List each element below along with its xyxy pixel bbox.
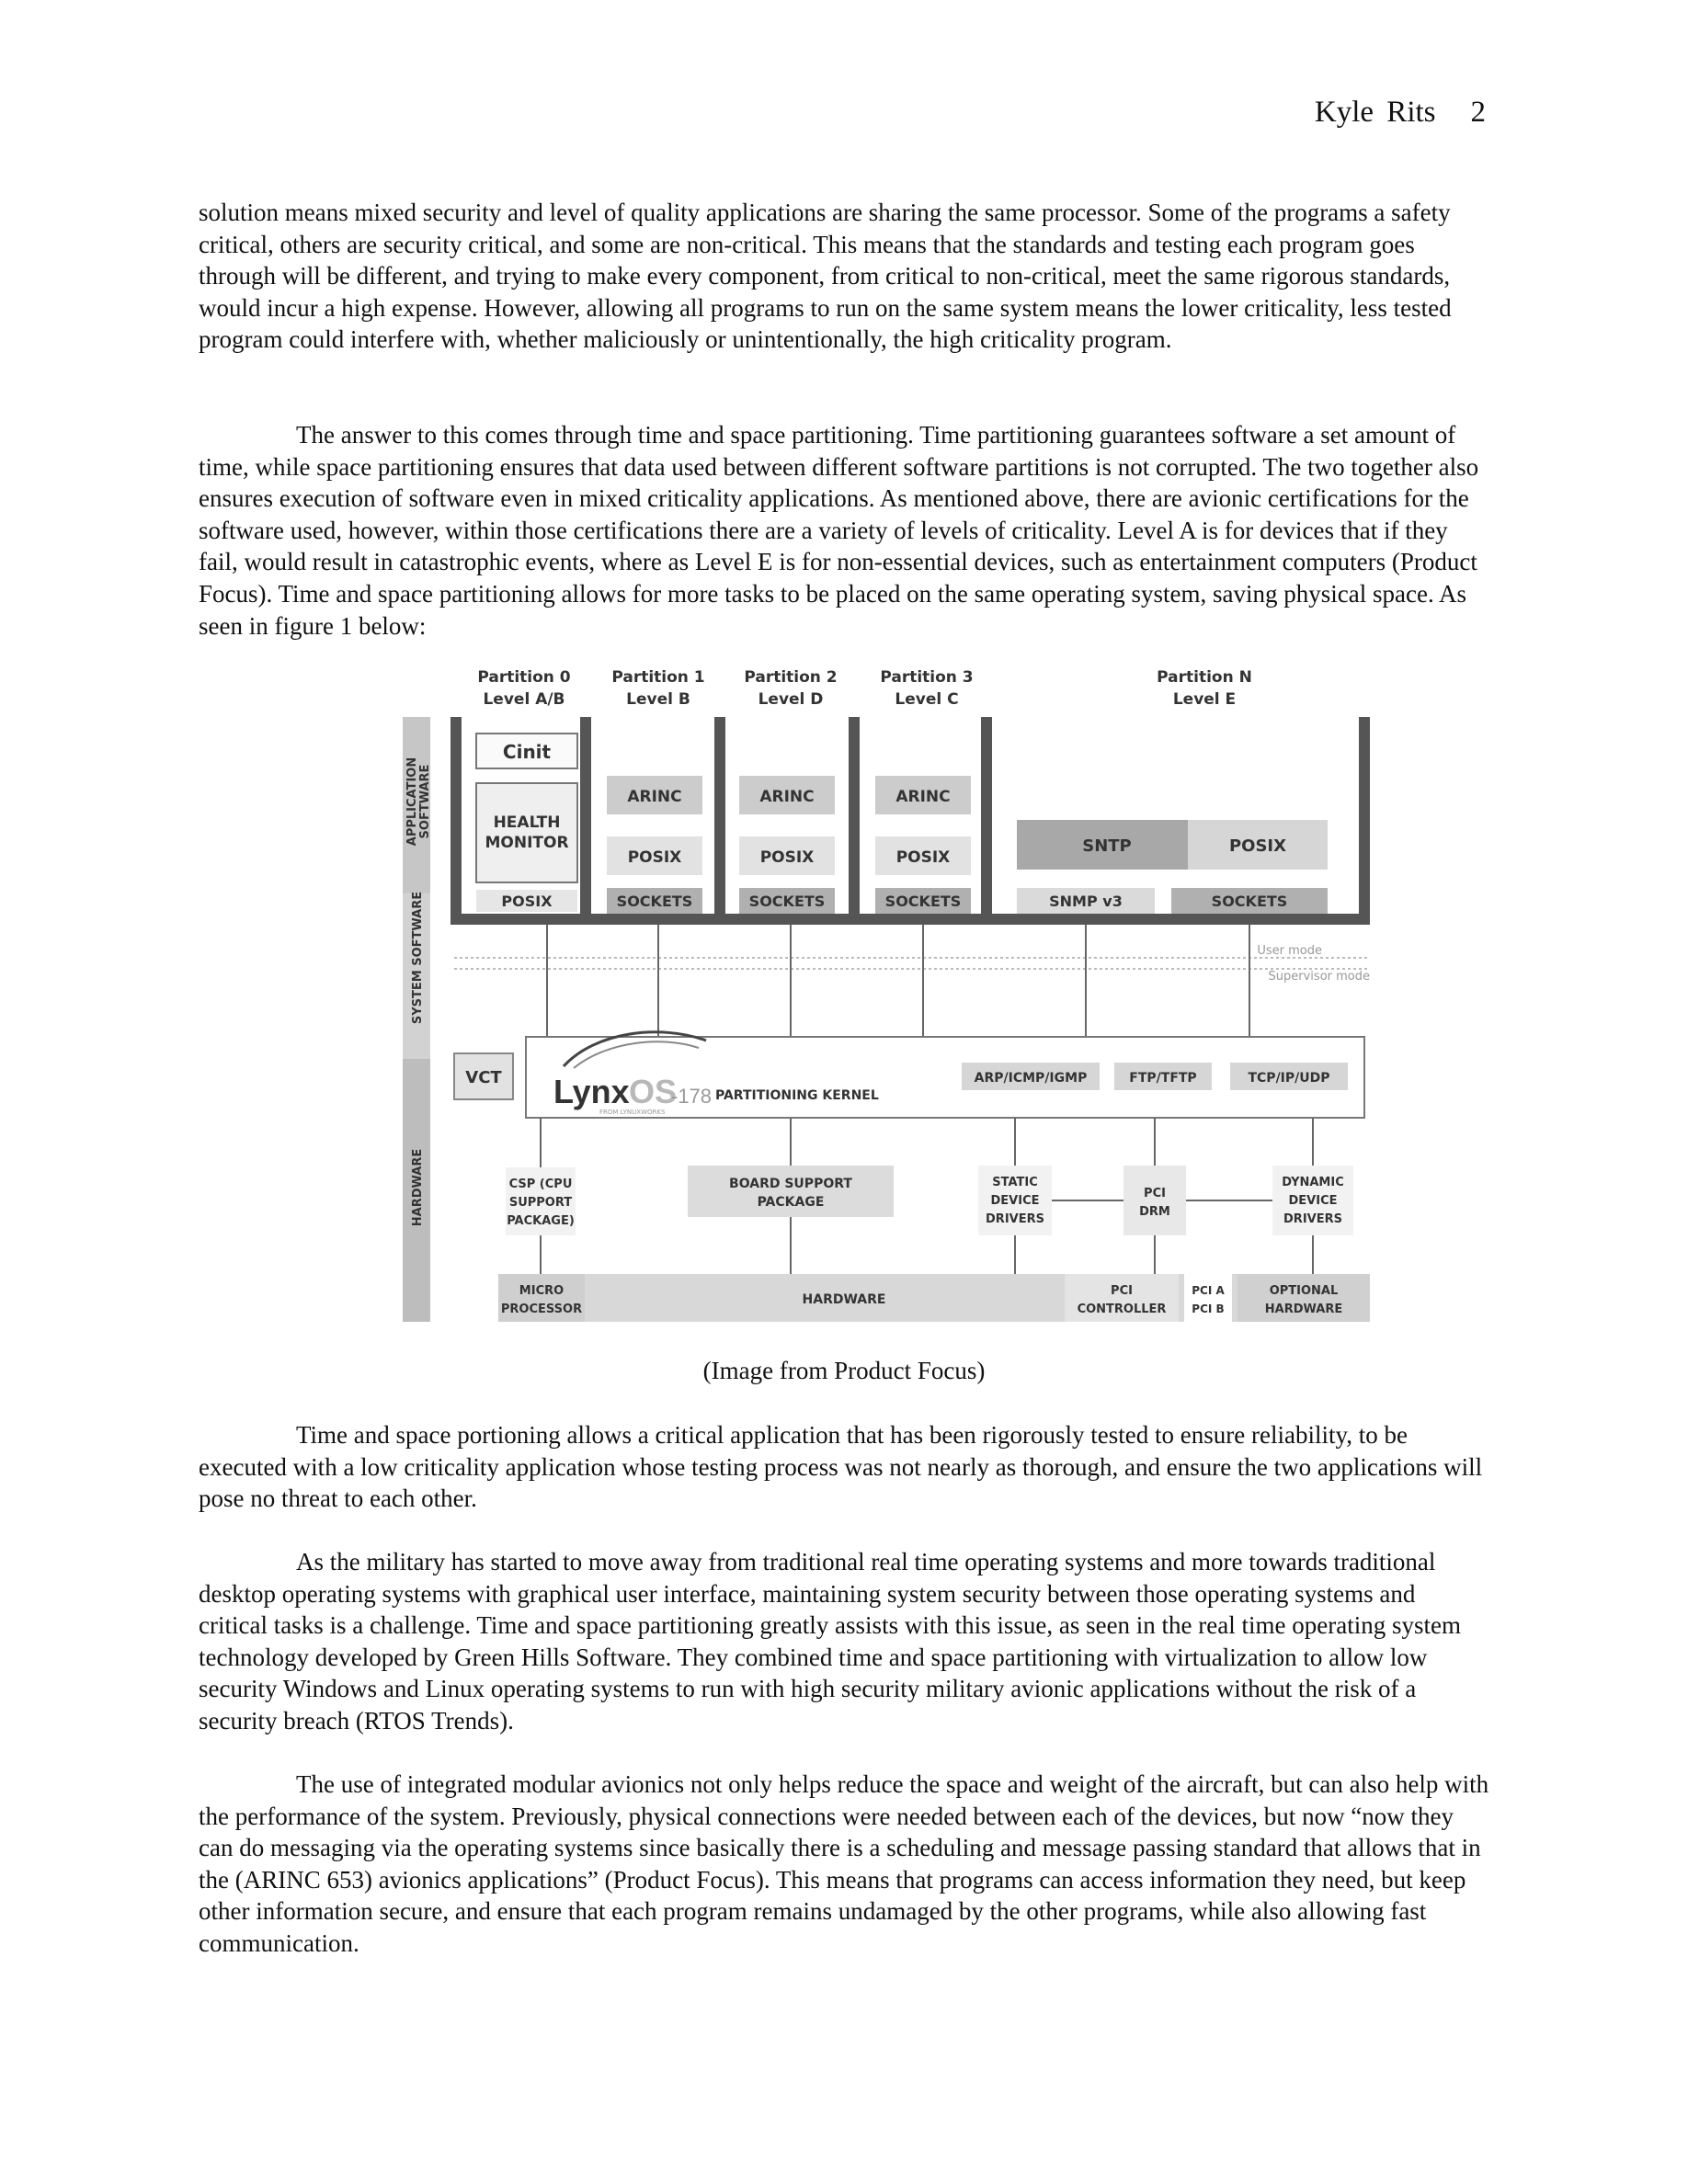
bsp-label-2: PACKAGE (757, 1195, 825, 1210)
p2-sockets-label: SOCKETS (748, 893, 826, 910)
health-label-2: MONITOR (485, 834, 569, 852)
csp-label-3: PACKAGE) (507, 1214, 575, 1228)
p3-sockets-label: SOCKETS (884, 893, 962, 910)
static-label-1: STATIC (992, 1176, 1038, 1189)
cinit-label: Cinit (502, 741, 552, 763)
paragraph-2: The answer to this comes through time and space partitioning. Time partitioning guarantees software a set amount of time, while space partitioning ensures that data used between different software partitions is not corrupted. The two together also ensures execution of software even in mixed criticality applications. As mentioned above, there are avionic certifications for the software used, however, within those certifications there are a variety of levels of criticality. Level A is for devices that if they fail, would result in catastrophic events, where as Level E is for non-essential devices, such as entertainment computers (Product Focus). Time and space partitioning allows for more tasks to be placed on the same operating system, saving physical space. As seen in figure 1 below: (199, 421, 1479, 640)
partition-2-name: Partition 2 (744, 668, 838, 687)
kernel-label: PARTITIONING KERNEL (715, 1088, 879, 1103)
lynx-logo-main: Lynx (553, 1073, 630, 1110)
partition-0-level: Level A/B (483, 690, 565, 709)
static-label-2: DEVICE (990, 1194, 1040, 1208)
side-label-system: SYSTEM SOFTWARE (411, 891, 425, 1025)
figure-caption: (Image from Product Focus) (702, 1357, 986, 1384)
vct-label: VCT (465, 1068, 502, 1087)
side-label-app-1: APPLICATION (405, 756, 419, 847)
partition-0-name: Partition 0 (477, 668, 571, 687)
dynamic-label-3: DRIVERS (1283, 1212, 1342, 1226)
pci-b-label: PCI B (1192, 1302, 1225, 1315)
partition-3-name: Partition 3 (880, 668, 974, 687)
pci-drm-box (1123, 1166, 1186, 1235)
p2-posix-label: POSIX (759, 848, 815, 867)
pn-sockets-label: SOCKETS (1211, 893, 1288, 910)
paragraph-5: The use of integrated modular avionics not only helps reduce the space and weight of the aircraft, but can also help with the performance of the system. Previously, physical connections were needed between each of the devices, but now “now they can do messaging via the operating systems since basically there is a scheduling and message passing standard that allows that in the (ARINC 653) avionics applications” (Product Focus). This means that programs can access information they need, but keep other information secure, and ensure that each program remains undamaged by the other programs, while also allowing fast communication. (199, 1770, 1489, 1957)
micro-label-2: PROCESSOR (500, 1302, 583, 1316)
author-name: Kyle Rits (1314, 96, 1436, 129)
snmp-label: SNMP v3 (1049, 893, 1123, 910)
lynx-logo-os: OS (629, 1073, 678, 1110)
partition-2-level: Level D (758, 690, 824, 709)
lynx-logo-version: -178 (671, 1085, 713, 1108)
dynamic-label-2: DEVICE (1288, 1194, 1338, 1208)
pci-drm-label-2: DRM (1139, 1205, 1170, 1219)
health-label-1: HEALTH (493, 813, 561, 832)
pci-ctrl-label-2: CONTROLLER (1077, 1302, 1167, 1316)
csp-label-2: SUPPORT (508, 1196, 573, 1210)
health-monitor-box (476, 783, 577, 882)
partition-n-name: Partition N (1157, 668, 1252, 687)
partition-n-level: Level E (1172, 690, 1237, 709)
pci-drm-label-1: PCI (1144, 1187, 1166, 1200)
partitioning-architecture-figure (403, 664, 1370, 1322)
user-mode-label: User mode (1257, 944, 1322, 958)
lynx-logo-sub: FROM LYNUXWORKS (599, 1109, 666, 1116)
bsp-label-1: BOARD SUPPORT (729, 1177, 852, 1191)
optional-label-1: OPTIONAL (1269, 1284, 1339, 1298)
ftp-label: FTP/TFTP (1129, 1071, 1197, 1086)
page-header (1315, 96, 1486, 130)
p0-posix-label: POSIX (501, 893, 553, 910)
partition-1-name: Partition 1 (611, 668, 705, 687)
pci-ctrl-label-1: PCI (1111, 1284, 1133, 1298)
p1-arinc-label: ARINC (627, 788, 682, 806)
page-number: 2 (1470, 96, 1486, 129)
partition-1-level: Level B (626, 690, 690, 709)
p1-sockets-label: SOCKETS (616, 893, 693, 910)
sntp-label: SNTP (1082, 836, 1132, 856)
hardware-label: HARDWARE (802, 1292, 886, 1307)
pci-a-label: PCI A (1192, 1284, 1225, 1297)
pn-posix-label: POSIX (1228, 836, 1287, 856)
optional-label-2: HARDWARE (1264, 1302, 1343, 1316)
csp-label-1: CSP (CPU (508, 1177, 573, 1191)
micro-label-1: MICRO (519, 1284, 565, 1298)
p3-posix-label: POSIX (895, 848, 951, 867)
paragraph-1: solution means mixed security and level of quality applications are sharing the same processor. Some of the programs a safety critical, others are security critical, and some are non-critical. This means that the standards and testing each program goes through will be different, and trying to make every component, from critical to non-critical, meet the same rigorous standards, would incur a high expense. However, allowing all programs to run on the same system means the lower criticality, less tested program could interfere with, whether maliciously or unintentionally, the high criticality program. (199, 199, 1452, 354)
paragraph-3: Time and space portioning allows a critical application that has been rigorously tested to ensure reliability, to be executed with a low criticality application whose testing process was not nearly as thorough, and ensure the two applications will pose no threat to each other. (199, 1421, 1483, 1513)
side-label-app-2: SOFTWARE (418, 764, 432, 839)
dynamic-label-1: DYNAMIC (1282, 1176, 1344, 1189)
side-label-hardware: HARDWARE (411, 1148, 425, 1227)
p1-posix-label: POSIX (627, 848, 682, 867)
tcp-label: TCP/IP/UDP (1248, 1071, 1330, 1086)
paragraph-4: As the military has started to move away from traditional real time operating systems and more towards traditional desktop operating systems with graphical user interface, maintaining system security between those operating systems and critical tasks is a challenge. Time and space partitioning greatly assists with this issue, as seen in the real time operating system technology developed by Green Hills Software. They combined time and space partitioning with virtualization to allow low security Windows and Linux operating systems to run with high security military avionic applications without the risk of a security breach (RTOS Trends). (199, 1548, 1461, 1735)
p3-arinc-label: ARINC (895, 788, 951, 806)
p2-arinc-label: ARINC (759, 788, 815, 806)
supervisor-mode-label: Supervisor mode (1268, 970, 1370, 984)
arp-label: ARP/ICMP/IGMP (974, 1071, 1088, 1086)
partition-3-level: Level C (895, 690, 959, 709)
static-label-3: DRIVERS (986, 1212, 1044, 1226)
